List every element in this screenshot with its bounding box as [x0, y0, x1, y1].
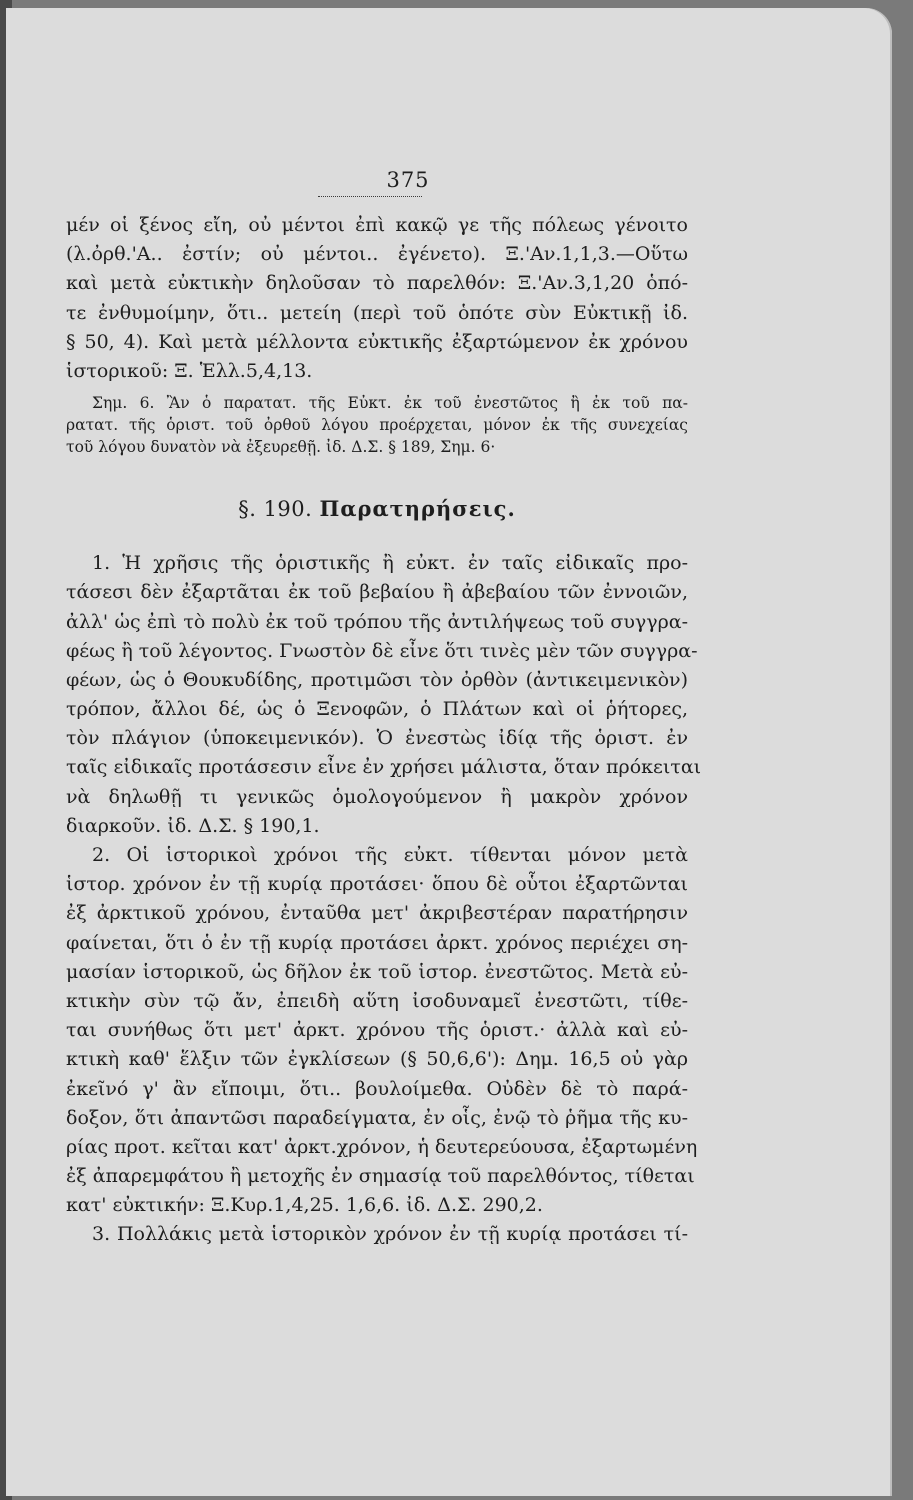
- text-line: τάσεσι δὲν ἐξαρτᾶται ἐκ τοῦ βεβαίου ἢ ἀβεβαίου τῶν ἐννοιῶν,: [66, 581, 688, 604]
- page-content: [66, 168, 702, 1250]
- text-line: § 50, 4). Καὶ μετὰ μέλλοντα εὐκτικῆς ἐξαρτώμενον ἐκ χρόνου: [66, 330, 688, 353]
- text-line: τε ἐνθυμοίμην, ὅτι.. μετείη (περὶ τοῦ ὁπότε σὺν Εὐκτικῇ ἰδ.: [66, 301, 688, 324]
- text-line: ἱστορικοῦ: Ξ. Ἑλλ.5,4,13.: [66, 359, 313, 382]
- note-block: [66, 392, 688, 458]
- text-line: νὰ δηλωθῇ τι γενικῶς ὁμολογούμενον ἢ μακρὸν χρόνον: [66, 785, 688, 808]
- text-line: ἐξ ἀπαρεμφάτου ἢ μετοχῆς ἐν σημασίᾳ τοῦ παρελθόντος, τίθεται: [66, 1165, 695, 1188]
- paragraph-2: [66, 841, 698, 1220]
- page-number-rule: [318, 196, 422, 197]
- text-line: ἐξ ἀρκτικοῦ χρόνου, ἐνταῦθα μετ' ἀκριβεστέραν παρατήρησιν: [66, 902, 688, 925]
- page-number: 375: [386, 168, 430, 192]
- paragraph-1: [66, 549, 702, 841]
- section-number: §. 190.: [238, 497, 313, 522]
- text-line: καὶ μετὰ εὐκτικὴν δηλοῦσαν τὸ παρελθόν: Ξ.'Αν.3,1,20 ὁπό-: [66, 272, 688, 295]
- text-line: φέων, ὡς ὁ Θουκυδίδης, προτιμῶσι τὸν ὀρθὸν (ἀντικειμενικὸν): [66, 668, 688, 691]
- text-line: 3. Πολλάκις μετὰ ἱστορικὸν χρόνον ἐν τῇ κυρίᾳ προτάσει τί-: [92, 1223, 688, 1246]
- paragraph-3: [66, 1220, 688, 1249]
- text-line: ἱστορ. χρόνον ἐν τῇ κυρίᾳ προτάσει· ὅπου δὲ οὗτοι ἐξαρτῶνται: [66, 873, 688, 896]
- text-line: ται συνήθως ὅτι μετ' ἀρκτ. χρόνου τῆς ὁριστ.· ἀλλὰ καὶ εὐ-: [66, 1019, 688, 1042]
- text-line: τρόπον, ἄλλοι δέ, ὡς ὁ Ξενοφῶν, ὁ Πλάτων καὶ οἱ ῥήτορες,: [66, 698, 688, 721]
- text-line: ταῖς εἰδικαῖς προτάσεσιν εἶνε ἐν χρήσει μάλιστα, ὅταν πρόκειται: [66, 756, 702, 779]
- section-heading: [66, 496, 688, 521]
- text-line: φέως ἢ τοῦ λέγοντος. Γνωστὸν δὲ εἶνε ὅτι τινὲς μὲν τῶν συγγρα-: [66, 639, 698, 662]
- text-line: κτικὴ καθ' ἕλξιν τῶν ἐγκλίσεων (§ 50,6,6'): Δημ. 16,5 οὐ γὰρ: [66, 1048, 688, 1071]
- text-line: ἀλλ' ὡς ἐπὶ τὸ πολὺ ἐκ τοῦ τρόπου τῆς ἀντιλήψεως τοῦ συγγρα-: [66, 610, 688, 633]
- note-line: Σημ. 6. Ἂν ὁ παρατατ. τῆς Εὐκτ. ἐκ τοῦ ἐνεστῶτος ἢ ἐκ τοῦ πα-: [92, 394, 688, 413]
- text-line: 2. Οἱ ἱστορικοὶ χρόνοι τῆς εὐκτ. τίθενται μόνον μετὰ: [92, 844, 688, 866]
- text-line: διαρκοῦν. ἰδ. Δ.Σ. § 190,1.: [66, 814, 320, 837]
- text-line: ρίας προτ. κεῖται κατ' ἀρκτ.χρόνον, ἡ δευτερεύουσα, ἐξαρτωμένη: [66, 1135, 698, 1158]
- text-line: κατ' εὐκτικήν: Ξ.Κυρ.1,4,25. 1,6,6. ἰδ. Δ.Σ. 290,2.: [66, 1194, 543, 1217]
- opening-paragraph: [66, 211, 688, 386]
- note-line: τοῦ λόγου δυνατὸν νὰ ἐξευρεθῇ. ἰδ. Δ.Σ. § 189, Σημ. 6·: [66, 438, 496, 457]
- text-line: κτικὴν σὺν τῷ ἄν, ἐπειδὴ αὕτη ἰσοδυναμεῖ ἐνεστῶτι, τίθε-: [66, 989, 688, 1012]
- text-line: φαίνεται, ὅτι ὁ ἐν τῇ κυρίᾳ προτάσει ἀρκτ. χρόνος περιέχει ση-: [66, 931, 688, 954]
- text-line: μέν οἱ ξένος εἴη, οὐ μέντοι ἐπὶ κακῷ γε τῆς πόλεως γένοιτο: [66, 214, 688, 236]
- note-line: ρατατ. τῆς ὁριστ. τοῦ ὀρθοῦ λόγου προέρχεται, μόνον ἐκ τῆς συνεχείας: [66, 416, 688, 435]
- text-line: τὸν πλάγιον (ὑποκειμενικόν). Ὁ ἐνεστὼς ἰδίᾳ τῆς ὁριστ. ἐν: [66, 727, 688, 750]
- text-line: 1. Ἡ χρῆσις τῆς ὁριστικῆς ἢ εὐκτ. ἐν ταῖς εἰδικαῖς προ-: [92, 552, 688, 575]
- text-line: (λ.ὀρθ.'Α.. ἐστίν; οὐ μέντοι.. ἐγένετο). Ξ.'Αν.1,1,3.—Οὕτω: [66, 243, 688, 266]
- section-title: Παρατηρήσεις.: [319, 496, 516, 522]
- book-page: [6, 8, 892, 1496]
- text-line: δοξον, ὅτι ἀπαντῶσι παραδείγματα, ἐν οἷς, ἐνῷ τὸ ῥῆμα τῆς κυ-: [66, 1106, 688, 1129]
- text-line: μασίαν ἱστορικοῦ, ὡς δῆλον ἐκ τοῦ ἱστορ. ἐνεστῶτος. Μετὰ εὐ-: [66, 960, 688, 983]
- text-line: ἐκεῖνό γ' ἂν εἴποιμι, ὅτι.. βουλοίμεθα. Οὐδὲν δὲ τὸ παρά-: [66, 1077, 688, 1100]
